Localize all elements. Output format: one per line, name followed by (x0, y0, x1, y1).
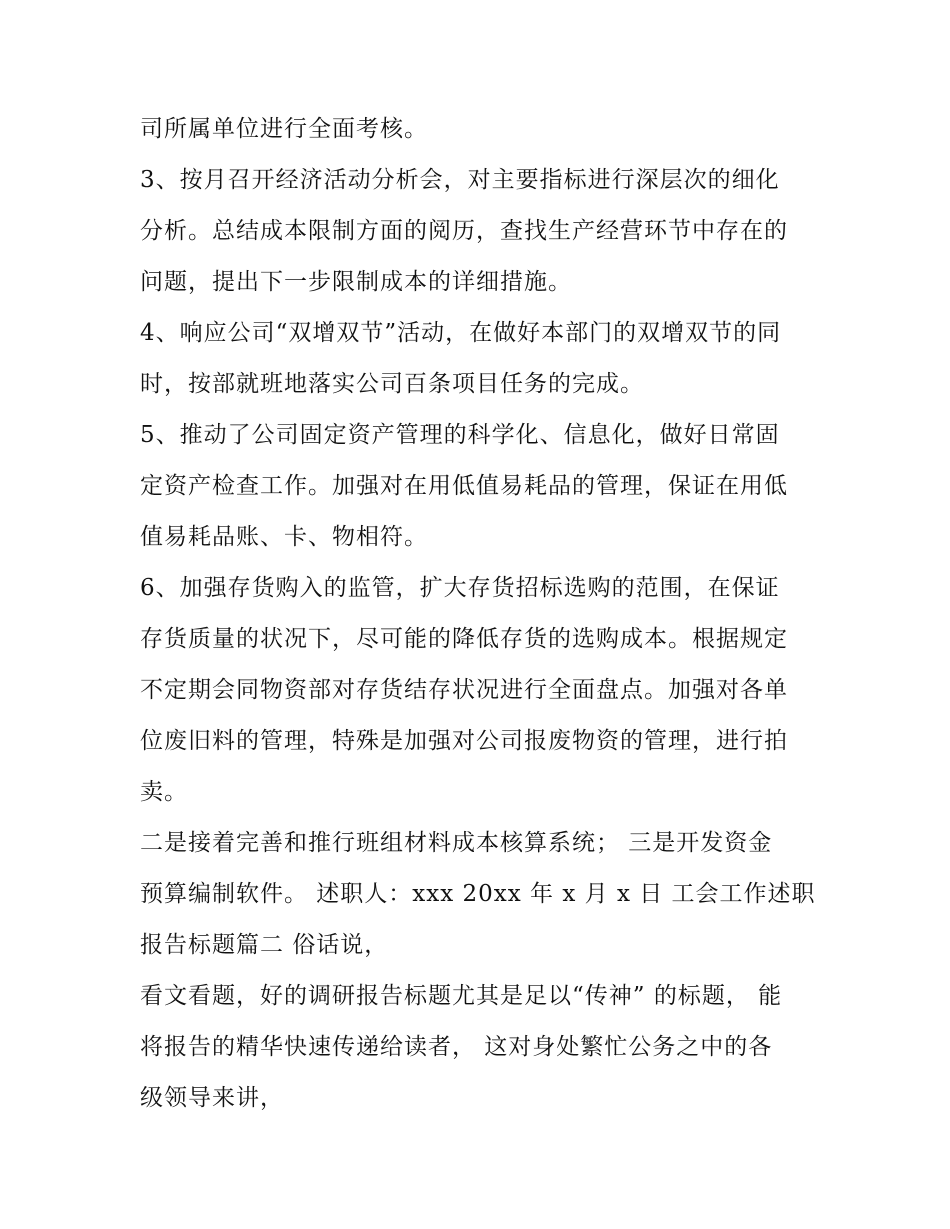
text-line: 问题，提出下一步限制成本的详细措施。 (140, 269, 572, 295)
text-line: 司所属单位进行全面考核。 (140, 116, 428, 142)
text-line: 位废旧料的管理，特殊是加强对公司报废物资的管理，进行拍 (140, 728, 788, 754)
text-line: 卖。 (140, 779, 188, 805)
text-line: 4、响应公司“双增双节”活动，在做好本部门的双增双节的同 (140, 320, 782, 346)
text-line: 二是接着完善和推行班组材料成本核算系统； 三是开发资金 (140, 830, 773, 856)
text-line: 将报告的精华快速传递给读者， 这对身处繁忙公务之中的各 (140, 1034, 773, 1060)
document-body (140, 110, 820, 1130)
text-line: 报告标题篇二 俗话说， (140, 932, 389, 958)
text-line: 看文看题，好的调研报告标题尤其是足以“传神” 的标题， 能 (140, 983, 783, 1009)
text-line: 级领导来讲， (140, 1085, 284, 1111)
text-line: 存货质量的状况下，尽可能的降低存货的选购成本。根据规定 (140, 626, 788, 652)
text-line: 不定期会同物资部对存货结存状况进行全面盘点。加强对各单 (140, 677, 788, 703)
text-line: 5、推动了公司固定资产管理的科学化、信息化，做好日常固 (140, 422, 780, 448)
text-line: 时，按部就班地落实公司百条项目任务的完成。 (140, 371, 644, 397)
text-line: 定资产检查工作。加强对在用低值易耗品的管理，保证在用低 (140, 473, 788, 499)
text-line: 分析。总结成本限制方面的阅历，查找生产经营环节中存在的 (140, 218, 788, 244)
text-line: 预算编制软件。 述职人：xxx 20xx 年 x 月 x 日 工会工作述职 (140, 881, 816, 907)
text-line: 3、按月召开经济活动分析会，对主要指标进行深层次的细化 (140, 167, 780, 193)
text-line: 值易耗品账、卡、物相符。 (140, 524, 428, 550)
text-line: 6、加强存货购入的监管，扩大存货招标选购的范围，在保证 (140, 575, 780, 601)
